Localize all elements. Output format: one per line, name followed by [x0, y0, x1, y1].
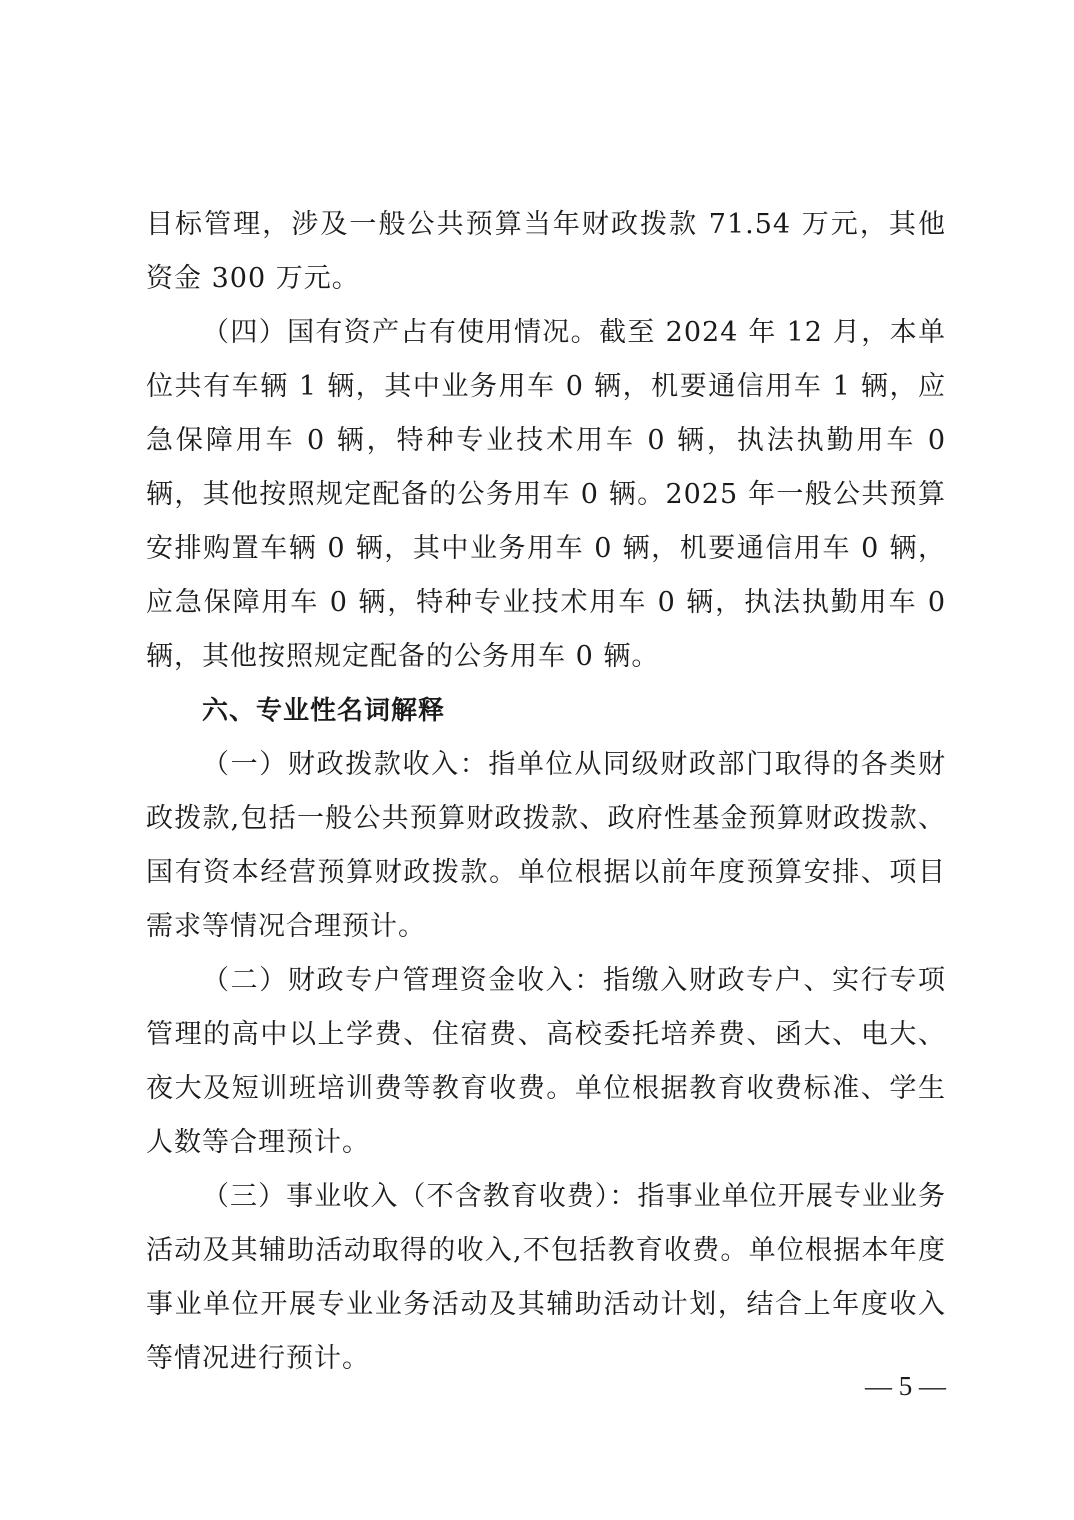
paragraph-business-income: （三）事业收入（不含教育收费）：指事业单位开展专业业务活动及其辅助活动取得的收入,不包括教育收费。单位根据本年度事业单位开展专业业务活动及其辅助活动计划，结合上年度收入等情况进行预计。	[146, 1181, 946, 1374]
paragraph-fiscal-allocation: （一）财政拨款收入：指单位从同级财政部门取得的各类财政拨款,包括一般公共预算财政拨款、政府性基金预算财政拨款、国有资本经营预算财政拨款。单位根据以前年度预算安排、项目需求等情况合理预计。	[146, 749, 946, 942]
document-body	[146, 198, 946, 1386]
page-number: — 5 —	[865, 1371, 946, 1401]
paragraph-state-assets: （四）国有资产占有使用情况。截至 2024 年 12 月，本单位共有车辆 1 辆，其中业务用车 0 辆，机要通信用车 1 辆，应急保障用车 0 辆，特种专业技术用车 0 辆，执法执勤用车 0 辆，其他按照规定配备的公务用车 0 辆。2025 年一般公共预算安排购置车辆 0 辆，其中业务用车 0 辆，机要通信用车 0 辆，应急保障用车 0 辆，特种专业技术用车 0 辆，执法执勤用车 0 辆，其他按照规定配备的公务用车 0 辆。	[146, 317, 946, 672]
section-heading-terms: 六、专业性名词解释	[202, 696, 446, 726]
paragraph-target-management: 目标管理，涉及一般公共预算当年财政拨款 71.54 万元，其他资金 300 万元。	[146, 209, 946, 294]
paragraph-special-account: （二）财政专户管理资金收入：指缴入财政专户、实行专项管理的高中以上学费、住宿费、高校委托培养费、函大、电大、夜大及短训班培训费等教育收费。单位根据教育收费标准、学生人数等合理预计。	[146, 965, 946, 1158]
